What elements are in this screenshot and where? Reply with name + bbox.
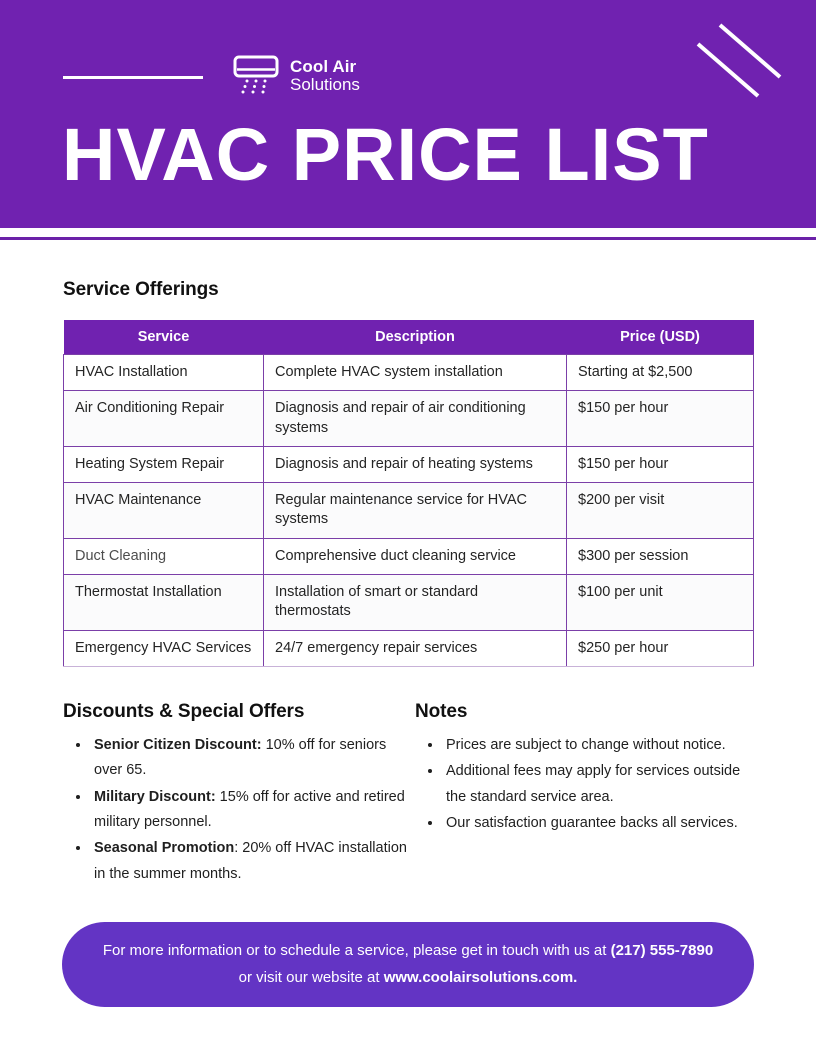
- cell-price: $250 per hour: [567, 630, 754, 666]
- column-header-price: Price (USD): [567, 320, 754, 355]
- footer-text-middle: or visit our website at: [238, 968, 384, 986]
- air-conditioner-icon: [232, 54, 280, 98]
- list-item: [91, 733, 415, 784]
- list-item: • Additional fees may apply for services outside the standard service area.: [443, 759, 753, 810]
- footer-website: www.coolairsolutions.com.: [383, 968, 578, 986]
- cell-service: Duct Cleaning: [64, 538, 264, 574]
- discount-label: Military Discount:: [94, 788, 216, 805]
- table-row: [64, 355, 754, 391]
- list-item: [91, 836, 415, 887]
- footer-phone: (217) 555-7890: [610, 942, 714, 960]
- bottom-columns: [63, 701, 753, 888]
- cell-service: Emergency HVAC Services: [64, 630, 264, 666]
- page-title: HVAC PRICE LIST: [62, 113, 709, 196]
- document-body: [0, 279, 816, 888]
- discount-text: : 20% off HVAC installation in the summer months.: [94, 840, 407, 882]
- cell-description: Diagnosis and repair of air conditioning systems: [264, 391, 567, 447]
- list-item: • Prices are subject to change without notice.: [443, 733, 753, 758]
- discounts-title: Discounts & Special Offers: [63, 700, 305, 722]
- document-header: [0, 0, 816, 228]
- cell-description: Regular maintenance service for HVAC systems: [264, 483, 567, 539]
- contact-footer-text: [62, 938, 754, 991]
- cell-description: Installation of smart or standard thermostats: [264, 574, 567, 630]
- cell-description: Complete HVAC system installation: [264, 355, 567, 391]
- table-header-row: [64, 320, 754, 355]
- price-table: [63, 320, 754, 667]
- column-header-service: Service: [64, 320, 264, 355]
- table-row: [64, 630, 754, 666]
- cell-price: $100 per unit: [567, 574, 754, 630]
- cell-price: $150 per hour: [567, 446, 754, 482]
- discounts-section: [63, 701, 415, 888]
- discount-text: 10% off for seniors over 65.: [94, 736, 387, 779]
- discount-text: 15% off for active and retired military personnel.: [94, 788, 405, 830]
- notes-list: [415, 733, 753, 837]
- list-item: [91, 785, 415, 836]
- cell-price: $200 per visit: [567, 483, 754, 539]
- table-row: [64, 538, 754, 574]
- discount-label: Seasonal Promotion: [94, 840, 235, 857]
- discounts-list: [63, 733, 415, 887]
- brand-name-line1: Cool Air: [290, 57, 357, 77]
- cell-description: Diagnosis and repair of heating systems: [264, 446, 567, 482]
- header-underline-rule: [0, 237, 816, 240]
- cell-price: $300 per session: [567, 538, 754, 574]
- diagonal-lines-decoration: [688, 18, 788, 110]
- cell-description: 24/7 emergency repair services: [264, 630, 567, 666]
- service-offerings-title: Service Offerings: [63, 279, 219, 300]
- cell-service: HVAC Maintenance: [64, 483, 264, 539]
- list-item: • Our satisfaction guarantee backs all services.: [443, 811, 753, 836]
- cell-description: Comprehensive duct cleaning service: [264, 538, 567, 574]
- column-header-description: Description: [264, 320, 567, 355]
- notes-section: [415, 701, 753, 888]
- cell-price: Starting at $2,500: [567, 355, 754, 391]
- cell-service: HVAC Installation: [64, 355, 264, 391]
- contact-footer-banner: [62, 922, 754, 1007]
- footer-text-intro: For more information or to schedule a service, please get in touch with us at: [102, 942, 611, 960]
- discount-label: Senior Citizen Discount:: [94, 736, 262, 753]
- table-row: [64, 574, 754, 630]
- cell-service: Thermostat Installation: [64, 574, 264, 630]
- cell-price: $150 per hour: [567, 391, 754, 447]
- header-accent-rule: [63, 76, 203, 79]
- brand-name-line2: Solutions: [290, 75, 360, 94]
- brand-name: [290, 58, 360, 93]
- table-row: [64, 446, 754, 482]
- table-row: [64, 483, 754, 539]
- cell-service: Air Conditioning Repair: [64, 391, 264, 447]
- cell-service: Heating System Repair: [64, 446, 264, 482]
- brand-logo: [232, 54, 360, 98]
- table-row: [64, 391, 754, 447]
- notes-title: Notes: [415, 700, 468, 722]
